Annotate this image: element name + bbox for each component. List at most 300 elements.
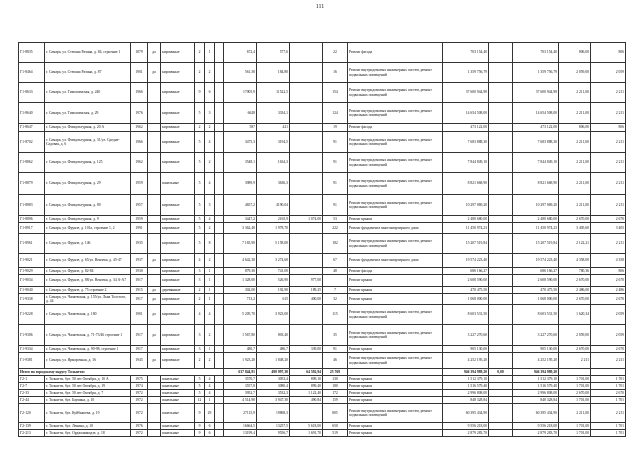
- cell-entrances: 6: [205, 83, 215, 103]
- cell-work-type: Ремонт крыши: [348, 346, 443, 353]
- cell-total-cost: 1 068 000,00: [513, 294, 559, 305]
- table-row: [19, 63, 626, 83]
- cell-total-area: 637 844,91: [224, 369, 257, 376]
- cell-cost: 703 154,40: [443, 43, 489, 63]
- cell-floors: 5: [195, 390, 205, 397]
- cell-living-area: 3334,1: [257, 103, 290, 124]
- table-row: [19, 376, 626, 383]
- cell-cost: 37 600 944,98: [443, 83, 489, 103]
- cell-max-unit-cost: 2 059: [591, 63, 626, 83]
- cell-entrances: 4: [205, 376, 215, 383]
- cell-total-area: 3557,8: [224, 383, 257, 390]
- table-row: [19, 83, 626, 103]
- cell-cost: 10 297 069,20: [443, 195, 489, 216]
- cell-entrances: 1: [205, 294, 215, 305]
- cell-roof-area: 977,00: [290, 275, 323, 287]
- cell-code: Г1-9034: [19, 275, 45, 287]
- cell-entrances: 2: [205, 223, 215, 234]
- cell-cost-other: [489, 353, 513, 369]
- cell-wall-material: кирпичные: [161, 223, 195, 234]
- cell-max-unit-cost: 4 358: [591, 254, 626, 268]
- cell-total-area: 4657,2: [224, 195, 257, 216]
- cell-total-area: 3952,7: [224, 390, 257, 397]
- cell-total-area: 302,00: [224, 287, 257, 294]
- cell-work-type: Ремонт внутридомовых инженерных систем, ремонт подвальных помещений: [348, 103, 443, 124]
- cell-total-cost: 15 207 519,84: [513, 234, 559, 254]
- cell-wall-material: панельные: [161, 390, 195, 397]
- cell-unit-cost: 1 701,00: [559, 376, 591, 383]
- cell-wall-material: кирпичные: [161, 195, 195, 216]
- cell-work-type: Ремонт крыши: [348, 383, 443, 390]
- cell-cultural-heritage: [148, 195, 161, 216]
- cell-blank: [215, 132, 224, 153]
- cell-entrances: 4: [205, 305, 215, 325]
- cell-cost-other: [489, 275, 513, 287]
- cell-year: 1962: [131, 153, 148, 173]
- cell-code: Г1-8862: [19, 153, 45, 173]
- cell-entrances: 1: [205, 43, 215, 63]
- cell-max-unit-cost: 2 059: [591, 325, 626, 346]
- cell-total-area: 3989,9: [224, 173, 257, 195]
- cell-unit-cost: 2 059,00: [559, 63, 591, 83]
- table-row: [19, 132, 626, 153]
- cell-address: г. Самара, ул. Степана Разина, д. 87: [45, 63, 131, 83]
- cell-cost-other: [489, 223, 513, 234]
- cell-cost-other: [489, 346, 513, 353]
- cell-unit-cost: 2 670,00: [559, 294, 591, 305]
- cell-total-cost: 2 879 283,70: [513, 430, 559, 437]
- cell-total-area: 16664,5: [224, 423, 257, 430]
- cell-max-unit-cost: 806: [591, 43, 626, 63]
- cell-roof-area: 1 122,40: [290, 390, 323, 397]
- cell-living-area: 184,80: [257, 63, 290, 83]
- cell-work-type: Ремонт крыши: [348, 430, 443, 437]
- cell-address: г. Самара, ул. Физкультурная, д. 29: [45, 173, 131, 195]
- cell-wall-material: кирпичные: [161, 63, 195, 83]
- cell-code: Г1-9040: [19, 287, 45, 294]
- cell-blank: [215, 390, 224, 397]
- cell-wall-material: кирпичные: [161, 353, 195, 369]
- cell-roof-area: [290, 353, 323, 369]
- cell-code: Г2-120: [19, 404, 45, 423]
- cell-residents: 91: [323, 346, 348, 353]
- cell-roof-area: [290, 63, 323, 83]
- cell-max-unit-cost: 2 211: [591, 103, 626, 124]
- cell-blank: [215, 404, 224, 423]
- cell-year: 1966: [131, 83, 148, 103]
- cell-floors: 3: [195, 346, 205, 353]
- cell-total-area: 13199,4: [224, 430, 257, 437]
- table-row: [19, 234, 626, 254]
- cell-total-area: 713,2: [224, 294, 257, 305]
- cell-blank: [215, 103, 224, 124]
- cell-wall-material: кирпичные: [161, 346, 195, 353]
- cell-roof-area: [290, 124, 323, 132]
- cell-roof-area: [290, 83, 323, 103]
- cell-floors: 2: [195, 287, 205, 294]
- cell-cost: 14 654 508,00: [443, 103, 489, 124]
- cell-blank: [215, 325, 224, 346]
- cell-entrances: 6: [205, 430, 215, 437]
- table-row: [19, 390, 626, 397]
- cell-roof-area: [290, 132, 323, 153]
- cell-living-area: 3053,4: [257, 376, 290, 383]
- cell-year: 1937: [131, 254, 148, 268]
- cell-roof-area: [290, 153, 323, 173]
- cell-residents: 91: [323, 195, 348, 216]
- cell-unit-cost: 780,36: [559, 268, 591, 275]
- cell-work-type: Ремонт внутридомовых инженерных систем, ремонт подвальных помещений: [348, 404, 443, 423]
- cell-year: 1959: [131, 173, 148, 195]
- cell-unit-cost: 2 059,00: [559, 325, 591, 346]
- cell-unit-cost: 2 670,00: [559, 346, 591, 353]
- cell-roof-area: [290, 268, 323, 275]
- cell-total-cost: 9 556 218,00: [513, 423, 559, 430]
- cell-year: 1945: [131, 353, 148, 369]
- cell-entrances: 1: [205, 275, 215, 287]
- cell-work-type: Ремонт крыши: [348, 275, 443, 287]
- cell-unit-cost: 2 486,00: [559, 287, 591, 294]
- cell-total-area: 561,30: [224, 63, 257, 83]
- cell-residents: [323, 275, 348, 287]
- cell-unit-cost: 4 358,00: [559, 254, 591, 268]
- cell-code: Г2-213: [19, 430, 45, 437]
- page-number: 111: [315, 4, 325, 10]
- cell-max-unit-cost: 2 670: [591, 346, 626, 353]
- cell-work-type: [348, 369, 443, 376]
- cell-wall-material: кирпичные: [161, 153, 195, 173]
- repair-register-table: [18, 42, 626, 437]
- table-row: [19, 124, 626, 132]
- cell-max-unit-cost: 2 211: [591, 234, 626, 254]
- cell-total-area: 3475,3: [224, 132, 257, 153]
- cell-cultural-heritage: да: [148, 63, 161, 83]
- cell-total-area: 879,30: [224, 268, 257, 275]
- cell-total-cost: 8 821 668,90: [513, 173, 559, 195]
- cell-wall-material: кирпичные: [161, 294, 195, 305]
- cell-roof-area: 339,00: [290, 346, 323, 353]
- cell-cost: 4 252 195,20: [443, 353, 489, 369]
- cell-total-area: 672,4: [224, 43, 257, 63]
- cell-year: 1901: [131, 305, 148, 325]
- cell-roof-area: 189,25: [290, 287, 323, 294]
- table-row: [19, 216, 626, 223]
- cell-max-unit-cost: 2 670: [591, 216, 626, 223]
- cell-year: 1976: [131, 103, 148, 124]
- cell-wall-material: кирпичные: [161, 268, 195, 275]
- cell-total-area: 5 205,70: [224, 305, 257, 325]
- cell-blank: [215, 216, 224, 223]
- cell-floors: 2: [195, 353, 205, 369]
- cell-address: г. Самара, ул. Физкультурная, д. 125: [45, 153, 131, 173]
- cell-living-area: 3636,3: [257, 173, 290, 195]
- cell-total-cost: 2 480 680,00: [513, 216, 559, 223]
- cell-entrances: 2: [205, 153, 215, 173]
- cell-living-area: 19868,3: [257, 404, 290, 423]
- cell-roof-area: [290, 305, 323, 325]
- cell-code: Г1-8961: [19, 234, 45, 254]
- cell-residents: 519: [323, 430, 348, 437]
- cell-unit-cost: 2 211,00: [559, 195, 591, 216]
- cell-total-cost: 19 574 223,40: [513, 254, 559, 268]
- cell-cultural-heritage: [148, 153, 161, 173]
- cell-cost-other: [489, 325, 513, 346]
- cell-cost-other: [489, 423, 513, 430]
- cell-unit-cost: 2 122,21: [559, 234, 591, 254]
- cell-living-area: 577,6: [257, 43, 290, 63]
- cell-wall-material: кирпичные: [161, 103, 195, 124]
- cell-year: 1972: [131, 397, 148, 404]
- cell-total-area: 4 642,30: [224, 254, 257, 268]
- cell-total-cost: 848 328,84: [513, 397, 559, 404]
- cell-entrances: 4: [205, 132, 215, 153]
- cell-address: г. Тольятти, бул. 50 лет Октября, д. 7: [45, 390, 131, 397]
- cell-entrances: 1: [205, 397, 215, 404]
- cell-year: 1935: [131, 234, 148, 254]
- cell-entrances: 4: [205, 390, 215, 397]
- cell-address: г. Тольятти, бул. Баумана, д. 10: [45, 397, 131, 404]
- cell-unit-cost: [559, 369, 591, 376]
- cell-floors: 2: [195, 124, 205, 132]
- cell-total-area: 1 923,20: [224, 353, 257, 369]
- cell-cultural-heritage: [148, 383, 161, 390]
- cell-living-area: 11522,5: [257, 83, 290, 103]
- cell-total-area: 7 165,90: [224, 234, 257, 254]
- cell-work-type: Ремонт внутридомовых инженерных систем, ремонт подвальных помещений: [348, 305, 443, 325]
- cell-work-type: Ремонт крыши: [348, 294, 443, 305]
- cell-entrances: 3: [205, 103, 215, 124]
- cell-year: 1917: [131, 294, 148, 305]
- cell-blank: [215, 254, 224, 268]
- cell-address: г. Самара, ул. Чапаевская, д. 71-73/46 строение 1: [45, 325, 131, 346]
- cell-cultural-heritage: [148, 216, 161, 223]
- cell-address: г. Самара, ул. Тимошенская, д. 240: [45, 83, 131, 103]
- cell-code: Г1-9029: [19, 268, 45, 275]
- cell-blank: [215, 63, 224, 83]
- table-row: [19, 430, 626, 437]
- cell-total-cost: 470 475,50: [513, 287, 559, 294]
- cell-cost-other: [489, 43, 513, 63]
- cell-roof-area: 1 691,70: [290, 430, 323, 437]
- cell-cost: 2 996 808,00: [443, 390, 489, 397]
- cell-cultural-heritage: [148, 397, 161, 404]
- cell-cultural-heritage: [148, 376, 161, 383]
- cell-year: 1915: [131, 287, 148, 294]
- cell-blank: [215, 223, 224, 234]
- cell-work-type: Ремонт внутридомовых инженерных систем, ремонт подвальных помещений: [348, 325, 443, 346]
- cell-residents: 91: [323, 173, 348, 195]
- cell-year: 1974: [131, 383, 148, 390]
- cell-cost-other: 0,00: [489, 369, 513, 376]
- cell-wall-material: панельные: [161, 397, 195, 404]
- cell-cost-other: [489, 404, 513, 423]
- cell-living-area: 3 274,60: [257, 254, 290, 268]
- cell-max-unit-cost: 2 670: [591, 294, 626, 305]
- cell-cost-other: [489, 430, 513, 437]
- cell-unit-cost: 2 211,00: [559, 153, 591, 173]
- cell-address: г. Самара, ул. Чапаевская, д. 90-98, строение 1: [45, 346, 131, 353]
- cell-cultural-heritage: да: [148, 287, 161, 294]
- cell-unit-cost: 2 211,00: [559, 404, 591, 423]
- cell-living-area: 741,00: [257, 268, 290, 275]
- cell-cost-other: [489, 83, 513, 103]
- cell-floors: 9: [195, 430, 205, 437]
- cell-year: 1972: [131, 430, 148, 437]
- cell-total-cost: 946 394 989,20: [513, 369, 559, 376]
- cell-cost: 686 166,27: [443, 268, 489, 275]
- cell-residents: 91: [323, 153, 348, 173]
- cell-roof-area: [290, 234, 323, 254]
- cell-max-unit-cost: 2 486: [591, 287, 626, 294]
- cell-residents: 46: [323, 353, 348, 369]
- cell-living-area: 1634,3: [257, 153, 290, 173]
- cell-roof-area: [290, 223, 323, 234]
- cell-cost-other: [489, 63, 513, 83]
- cell-total-area: 1 328,00: [224, 275, 257, 287]
- table-row: [19, 173, 626, 195]
- cell-residents: 53: [323, 216, 348, 223]
- cell-code: Г1-8896: [19, 216, 45, 223]
- cell-entrances: 29: [205, 404, 215, 423]
- table-row: [19, 353, 626, 369]
- cell-cultural-heritage: [148, 234, 161, 254]
- cell-wall-material: кирпичные: [161, 275, 195, 287]
- cell-living-area: 1 978,70: [257, 223, 290, 234]
- cell-wall-material: панельные: [161, 376, 195, 383]
- cell-floors: 2: [195, 294, 205, 305]
- cell-work-type: Ремонт фасада: [348, 124, 443, 132]
- cell-cost: 2 480 680,00: [443, 216, 489, 223]
- cell-floors: 4: [195, 254, 205, 268]
- cell-code: Г1-9306: [19, 325, 45, 346]
- cell-address: г. Самара, ул. Фрунзе, д. 88/ул. Вензека, д. 34 А-А7: [45, 275, 131, 287]
- cell-total-cost: 4 252 195,20: [513, 353, 559, 369]
- cell-max-unit-cost: 2 059: [591, 305, 626, 325]
- cell-address: г. Самара, ул. Фрунзе, д. 82-84: [45, 268, 131, 275]
- cell-floors: 9: [195, 404, 205, 423]
- cell-cost: 8 603 531,50: [443, 305, 489, 325]
- cell-cost-other: [489, 153, 513, 173]
- cell-cultural-heritage: да: [148, 353, 161, 369]
- cell-wall-material: панельные: [161, 423, 195, 430]
- cell-max-unit-cost: 806: [591, 268, 626, 275]
- cell-work-type: Ремонт внутридомовых инженерных систем, ремонт подвальных помещений: [348, 153, 443, 173]
- cell-cost-other: [489, 124, 513, 132]
- cell-year: 1972: [131, 404, 148, 423]
- cell-max-unit-cost: 2 211: [591, 404, 626, 423]
- cell-living-area: 486,7: [257, 346, 290, 353]
- cell-entrances: 2: [205, 353, 215, 369]
- cell-cost-other: [489, 287, 513, 294]
- cell-wall-material: кирпичные: [161, 124, 195, 132]
- cell-max-unit-cost: 2 211: [591, 153, 626, 173]
- cell-unit-cost: 2 211,00: [559, 173, 591, 195]
- cell-roof-area: [290, 195, 323, 216]
- cell-roof-area: [290, 254, 323, 268]
- cell-total-cost: 1 359 756,79: [513, 63, 559, 83]
- cell-cost: 905 130,00: [443, 346, 489, 353]
- cell-total-cost: 8 603 531,50: [513, 305, 559, 325]
- cell-living-area: 192,90: [257, 287, 290, 294]
- cell-living-area: 421: [257, 124, 290, 132]
- cell-max-unit-cost: 2 211: [591, 173, 626, 195]
- cell-cost-other: [489, 216, 513, 223]
- cell-total-cost: 3 227 270,60: [513, 325, 559, 346]
- cell-code: Г1-8835: [19, 43, 45, 63]
- cell-cost-other: [489, 383, 513, 390]
- cell-wall-material: кирпичные: [161, 305, 195, 325]
- cell-entrances: 2: [205, 254, 215, 268]
- cell-year: 1976: [131, 423, 148, 430]
- cell-cost: 15 207 519,84: [443, 234, 489, 254]
- cell-cost-other: [489, 103, 513, 124]
- cell-cultural-heritage: да: [148, 43, 161, 63]
- cell-unit-cost: 806,00: [559, 124, 591, 132]
- cell-address: г. Тольятти, бул. Орджоникидзе, д. 18: [45, 430, 131, 437]
- cell-blank: [215, 294, 224, 305]
- cell-max-unit-cost: 2 211: [591, 132, 626, 153]
- cell-unit-cost: 1 620,34: [559, 305, 591, 325]
- cell-code: Г1-8702: [19, 132, 45, 153]
- cell-roof-area: 64 592,94: [290, 369, 323, 376]
- cell-address: г. Самара, ул. Физкультурная, д. 31/ул. Средне-Садовая, д. 6: [45, 132, 131, 153]
- table-row: [19, 43, 626, 63]
- cell-cost: 1 359 756,79: [443, 63, 489, 83]
- cell-year: 1917: [131, 325, 148, 346]
- cell-floors: 5: [195, 223, 205, 234]
- cell-total-area: 27115,9: [224, 404, 257, 423]
- cell-total-area: 3548,1: [224, 153, 257, 173]
- cell-total-area: 1 567,80: [224, 325, 257, 346]
- cell-code: Г1-8883: [19, 195, 45, 216]
- cell-cost: 473 122,00: [443, 124, 489, 132]
- cell-address: г. Самара, ул. Чапаевская, д. 155/ул. Льва Толстого, д. 44: [45, 294, 131, 305]
- cell-residents: 22: [323, 43, 348, 63]
- cell-blank: [215, 153, 224, 173]
- cell-wall-material: кирпичные: [161, 325, 195, 346]
- cell-total-area: 3 362,40: [224, 223, 257, 234]
- cell-year: 1966: [131, 132, 148, 153]
- cell-living-area: 2165,9: [257, 216, 290, 223]
- cell-work-type: Ремонт фундамента многоквартирного дома: [348, 254, 443, 268]
- cell-floors: 3: [195, 325, 205, 346]
- cell-floors: 5: [195, 216, 205, 223]
- table-row: [19, 195, 626, 216]
- cell-blank: [215, 287, 224, 294]
- cell-cultural-heritage: [148, 390, 161, 397]
- cell-blank: [215, 83, 224, 103]
- cell-total-cost: 2 996 808,00: [513, 390, 559, 397]
- cell-cultural-heritage: [148, 223, 161, 234]
- cell-total-cost: 1 516 579,40: [513, 383, 559, 390]
- cell-roof-area: 490,84: [290, 397, 323, 404]
- cell-total-area: 3447,2: [224, 216, 257, 223]
- cell-cost: 2 608 590,00: [443, 275, 489, 287]
- cell-year: 1917: [131, 346, 148, 353]
- cell-cost-other: [489, 305, 513, 325]
- cell-unit-cost: 2 670,00: [559, 216, 591, 223]
- table-row: [19, 287, 626, 294]
- cell-max-unit-cost: 1 701: [591, 430, 626, 437]
- cell-living-area: 1 848,20: [257, 353, 290, 369]
- cell-wall-material: кирпичные: [161, 132, 195, 153]
- cell-max-unit-cost: 1 701: [591, 376, 626, 383]
- cell-roof-area: 1 074,00: [290, 216, 323, 223]
- cell-year: 1930: [131, 268, 148, 275]
- cell-living-area: 490 997,30: [257, 369, 290, 376]
- cell-residents: 172: [323, 390, 348, 397]
- cell-year: 1959: [131, 216, 148, 223]
